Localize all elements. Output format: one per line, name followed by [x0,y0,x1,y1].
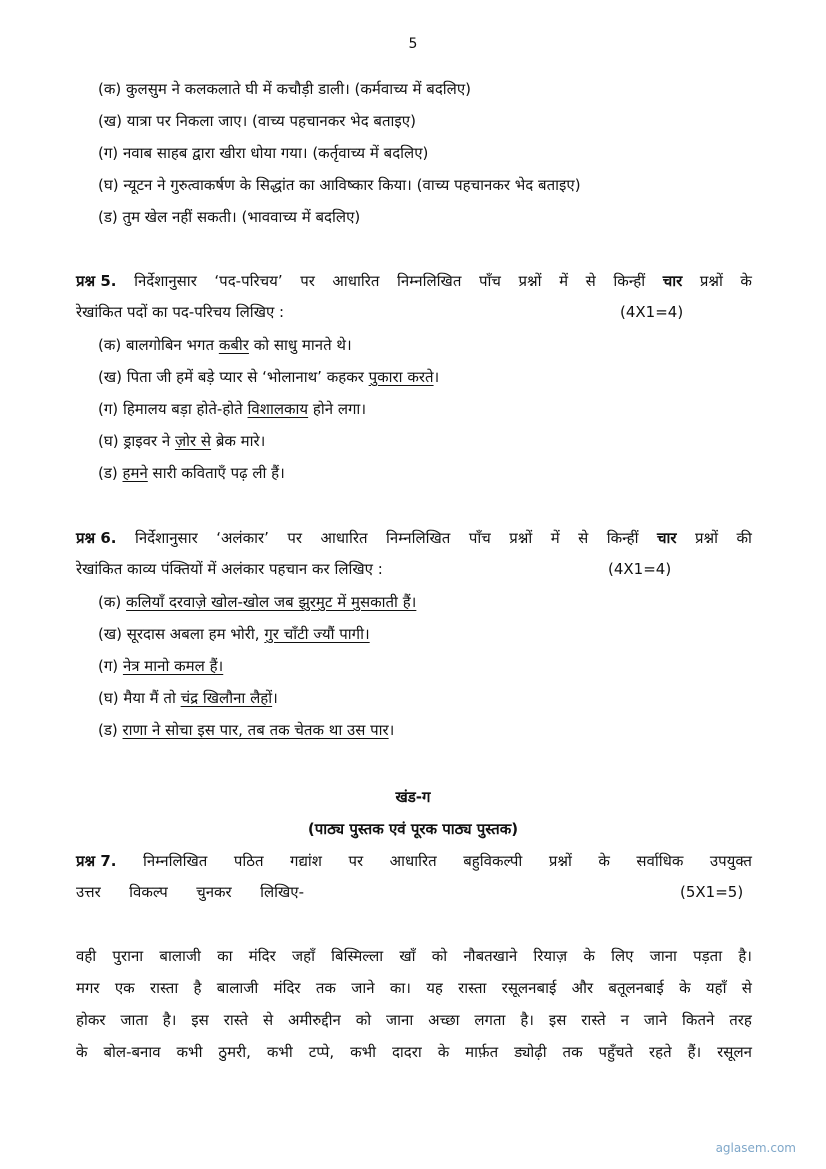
underlined-word: नेत्र मानो कमल हैं। [122,657,224,675]
passage-word: अच्छा [428,1011,460,1029]
passage-word: मगर [76,979,100,997]
underlined-word: कबीर [218,336,249,354]
item-label: (घ) [98,176,119,194]
marks: (5X1=5) [680,883,744,901]
word: पर [348,852,364,870]
item-text: को साधु मानते थे। [248,336,352,354]
word: विकल्प [129,883,168,901]
word: प्रश्नों [699,272,723,290]
word: प्रश्नों [695,529,719,547]
question-number: प्रश्न 6. [76,529,117,547]
passage-word: मंदिर [273,979,301,997]
word: उत्तर [76,883,101,901]
word: निम्नलिखित [385,529,451,547]
passage-word: एक [114,979,135,997]
passage-line [76,977,752,999]
passage-word: न [620,1011,629,1029]
underlined-word: पुकारा करते [368,368,434,386]
item-label: (ग) [98,144,119,162]
item-label: (घ) [98,432,119,450]
word: निम्नलिखित [143,852,208,870]
passage-word: कितने [682,1011,715,1029]
word: चार [662,272,683,290]
passage-word: बोल-बनाव [103,1043,161,1061]
item-label: (क) [98,80,122,98]
word: किन्हीं [606,529,639,547]
passage-word: मंदिर [248,947,276,965]
question-text: रेखांकित पदों का पद-परिचय लिखिए : [76,303,285,321]
item-text: यात्रा पर निकला जाए। (वाच्य पहचानकर भेद बताइए) [126,112,416,130]
item-text: सूरदास अबला हम भोरी, [126,625,265,643]
passage-word: के [76,1043,88,1061]
passage-word: रास्ता [458,979,487,997]
item-text: बालगोबिन भगत [126,336,219,354]
word: प्रश्नों [509,529,533,547]
passage-word: कभी [176,1043,203,1061]
word: ‘अलंकार’ [216,529,269,547]
passage-word: है। [520,1011,534,1029]
item-label: (ग) [98,657,119,675]
item-text: होने लगा। [308,400,367,418]
q7-heading-line [76,850,752,872]
passage-word: को [431,947,448,965]
passage-line [76,945,752,967]
item-label: (ख) [98,625,122,643]
question-number: प्रश्न 7. [76,852,117,870]
item-label: (क) [98,593,122,611]
item-label: (ड) [98,208,118,226]
word: निम्नलिखित [397,272,462,290]
passage-word: बतूलनबाई [608,979,664,997]
passage-word: ड्योढ़ी [514,1043,547,1061]
passage-word: जाने [643,1011,668,1029]
passage-word: जहाँ [291,947,315,965]
passage-word: जाना [649,947,677,965]
passage-word: इस [191,1011,209,1029]
item-label: (घ) [98,689,119,707]
word: आधारित [389,852,437,870]
item-text: सारी कविताएँ पढ़ ली हैं। [147,464,285,482]
word: आधारित [332,272,380,290]
passage-word: रहते [649,1043,672,1061]
word: चुनकर [196,883,232,901]
item-label: (क) [98,336,122,354]
item-text: । [272,689,278,707]
list-item [98,398,366,420]
list-item [98,78,471,100]
passage-word: जाता [120,1011,148,1029]
underlined-word: गुर चाँटी ज्यौं पागी। [264,625,370,643]
passage-word: लगता [474,1011,506,1029]
passage-word: यहाँ [705,979,727,997]
list-item [98,430,265,452]
passage-word: ठुमरी, [218,1043,251,1061]
item-text: तुम खेल नहीं सकती। (भाववाच्य में बदलिए) [122,208,361,226]
marks: (4X1=4) [620,303,684,321]
item-label: (ख) [98,112,122,130]
item-text: न्यूटन ने गुरुत्वाकर्षण के सिद्धांत का आविष्कार किया। (वाच्य पहचानकर भेद बताइए) [123,176,581,194]
passage-word: दादरा [391,1043,422,1061]
item-text: हिमालय बड़ा होते-होते [122,400,248,418]
list-item [98,591,416,613]
passage-word: का। [389,979,411,997]
page-number: 5 [408,36,418,52]
word: गद्यांश [290,852,323,870]
list-item [98,623,370,645]
word: निर्देशानुसार [134,272,197,290]
passage-word: तक [315,979,336,997]
question-number: प्रश्न 5. [76,272,117,290]
underlined-word: राणा ने सोचा इस पार, तब तक चेतक था उस पार [122,721,389,739]
passage-word: कभी [266,1043,293,1061]
word: पाँच [468,529,491,547]
word: पर [300,272,315,290]
word: किन्हीं [613,272,646,290]
list-item [98,366,439,388]
word: की [736,529,752,547]
passage-word: नौबतखाने [463,947,518,965]
passage-line [76,1041,752,1063]
word: के [740,272,752,290]
question-text: रेखांकित काव्य पंक्तियों में अलंकार पहचान कर लिखिए : [76,560,383,578]
word: से [585,272,596,290]
passage-word: इस [548,1011,567,1029]
q6-heading-line [76,527,752,549]
passage-word: हैं। [687,1043,702,1061]
section-subtitle: (पाठ्य पुस्तक एवं पूरक पाठ्य पुस्तक) [307,820,519,838]
word: प्रश्नों [518,272,542,290]
passage-word: पहुँचते [598,1043,634,1061]
word: पर [287,529,303,547]
passage-word: है [193,979,202,997]
passage-word: को [355,1011,372,1029]
list-item [98,462,285,484]
passage-word: और [571,979,594,997]
item-text: । [388,721,395,739]
list-item [98,687,278,709]
passage-line [76,1009,752,1031]
passage-word: कभी [350,1043,377,1061]
passage-word: मार्फ़त [465,1043,499,1061]
passage-word: रास्ते [223,1011,249,1029]
passage-word: रसूलन [717,1043,752,1061]
passage-word: पुराना [112,947,144,965]
word: पाँच [478,272,501,290]
passage-word: रसूलनबाई [501,979,557,997]
passage-word: का [217,947,233,965]
item-text: कुलसुम ने कलकलाते घी में कचौड़ी डाली। (कर्मवाच्य में बदलिए) [126,80,471,98]
word: में [559,272,569,290]
marks: (4X1=4) [608,560,672,578]
word: सर्वाधिक [636,852,684,870]
item-text: ड्राइवर ने [123,432,175,450]
underlined-word: ज़ोर से [174,432,212,450]
section-title: खंड-ग [395,788,431,806]
watermark: aglasem.com [715,1141,796,1155]
underlined-word: विशालकाय [247,400,309,418]
passage-word: के [437,1043,450,1061]
q7-line2 [76,881,304,903]
list-item [98,142,428,164]
passage-word: है। [738,947,752,965]
passage-word: लिए [611,947,634,965]
word: से [578,529,589,547]
underlined-word: चंद्र खिलौना लैहों [180,689,273,707]
passage-word: टप्पे, [308,1043,335,1061]
word: निर्देशानुसार [134,529,198,547]
item-label: (ग) [98,400,119,418]
item-label: (ड) [98,721,118,739]
passage-word: खाँ [399,947,416,965]
passage-word: रास्ते [581,1011,606,1029]
item-text: पिता जी हमें बड़े प्यार से ‘भोलानाथ’ कहकर [126,368,369,386]
passage-word: रास्ता [149,979,179,997]
passage-word: बिस्मिल्ला [331,947,384,965]
item-label: (ख) [98,368,122,386]
word: में [550,529,560,547]
underlined-word: कलियाँ दरवाज़े खोल-खोल जब झुरमुट में मुसकाती हैं। [126,593,417,611]
list-item [98,334,352,356]
passage-word: होकर [76,1011,106,1029]
list-item [98,110,416,132]
passage-word: रियाज़ [533,947,568,965]
word: आधारित [320,529,368,547]
passage-word: बालाजी [159,947,201,965]
word: उपयुक्त [709,852,752,870]
passage-word: पड़ता [693,947,723,965]
passage-word: बालाजी [216,979,259,997]
passage-word: तक [562,1043,583,1061]
word: पठित [233,852,264,870]
passage-word: जाने [351,979,375,997]
passage-word: यह [426,979,443,997]
word: चार [657,529,677,547]
item-label: (ड) [98,464,118,482]
passage-word: से [263,1011,274,1029]
underlined-word: हमने [122,464,148,482]
word: ‘पद-परिचय’ [214,272,283,290]
item-text: नवाब साहब द्वारा खीरा धोया गया। (कर्तृवाच्य में बदलिए) [122,144,429,162]
word: लिखिए- [260,883,304,901]
word: के [598,852,610,870]
list-item [98,206,360,228]
passage-word: से [741,979,752,997]
q5-heading-line [76,270,752,292]
list-item [98,174,581,196]
passage-word: जाना [385,1011,414,1029]
item-text: मैया मैं तो [123,689,181,707]
list-item [98,655,223,677]
item-text: ब्रेक मारे। [211,432,266,450]
passage-word: है। [162,1011,177,1029]
word: प्रश्नों [548,852,572,870]
passage-word: अमीरुद्दीन [288,1011,341,1029]
passage-word: वही [76,947,97,965]
passage-word: के [583,947,595,965]
list-item [98,719,394,741]
passage-word: के [679,979,691,997]
item-text: । [433,368,440,386]
word: बहुविकल्पी [463,852,523,870]
passage-word: तरह [729,1011,752,1029]
